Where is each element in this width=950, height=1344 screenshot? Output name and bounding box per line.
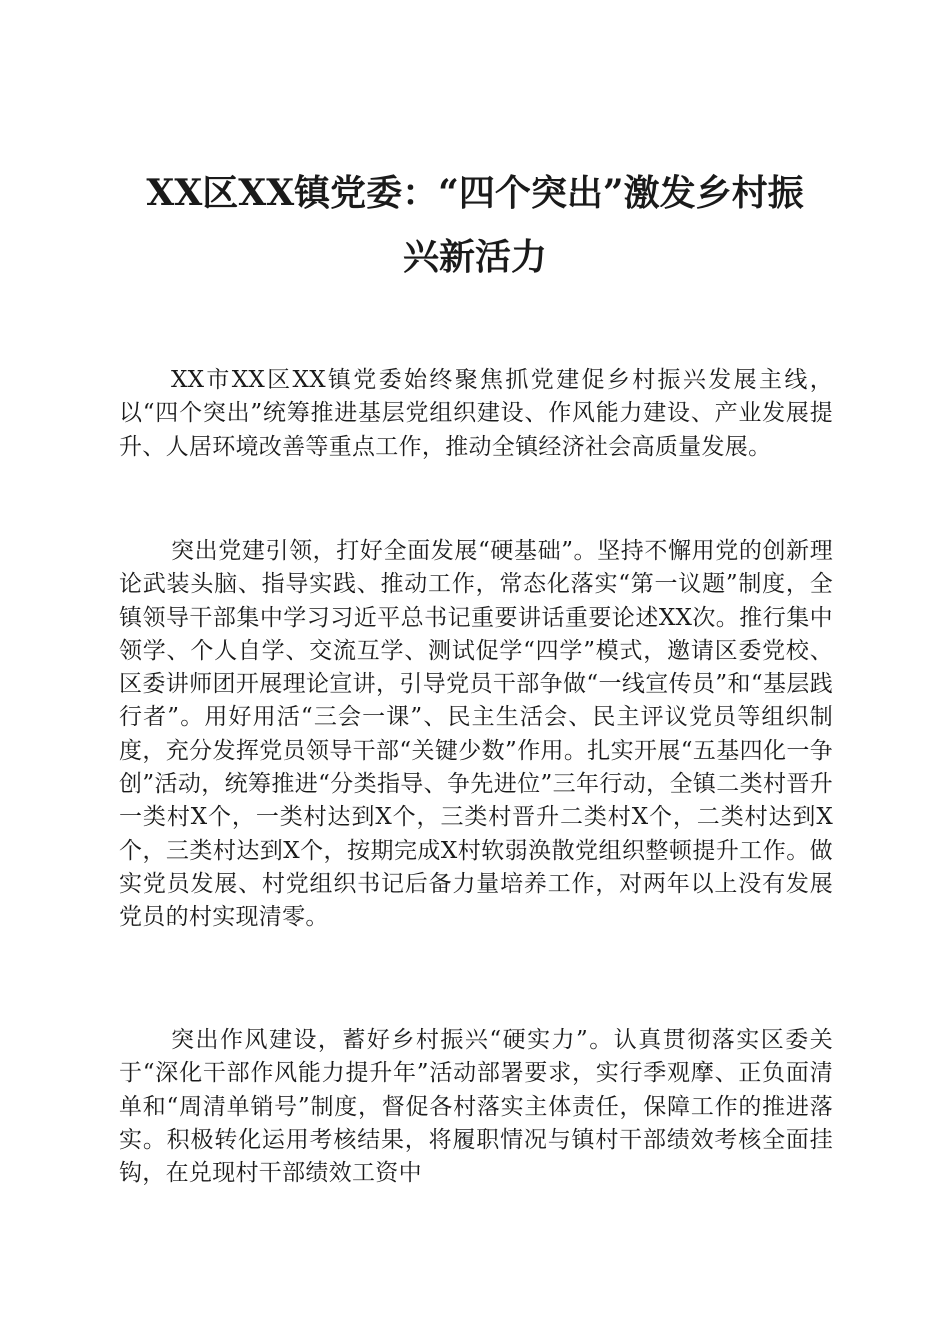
paragraph-work-style: 突出作风建设，蓄好乡村振兴“硬实力”。认真贯彻落实区委关于“深化干部作风能力提升年”活动部署要求，实行季观摩、正负面清单和“周清单销号”制度，督促各村落实主体责任，保障工作的推进落实。积极转化运用考核结果，将履职情况与镇村干部绩效考核全面挂钩，在兑现村干部绩效工资中 [119,1027,833,1187]
paragraph-party-building: 突出党建引领，打好全面发展“硬基础”。坚持不懈用党的创新理论武装头脑、指导实践、推动工作，常态化落实“第一议题”制度，全镇领导干部集中学习习近平总书记重要讲话重要论述XX次。推行集中领学、个人自学、交流互学、测试促学“四学”模式，邀请区委党校、区委讲师团开展理论宣讲，引导党员干部争做“一线宣传员”和“基层践行者”。用好用活“三会一课”、民主生活会、民主评议党员等组织制度，充分发挥党员领导干部“关键少数”作用。扎实开展“五基四化一争创”活动，统筹推进“分类指导、争先进位”三年行动，全镇二类村晋升一类村X个，一类村达到X个，三类村晋升二类村X个，二类村达到X个，三类村达到X个，按期完成X村软弱涣散党组织整顿提升工作。做实党员发展、村党组织书记后备力量培养工作，对两年以上没有发展党员的村实现清零。 [119,538,833,931]
document-title [100,161,850,289]
paragraph-intro: XX市XX区XX镇党委始终聚焦抓党建促乡村振兴发展主线，以“四个突出”统筹推进基层党组织建设、作风能力建设、产业发展提升、人居环境改善等重点工作，推动全镇经济社会高质量发展。 [119,367,833,460]
title-line-2: 兴新活力 [402,236,547,278]
title-line-1: XX区XX镇党委：“四个突出”激发乡村振 [146,172,804,214]
